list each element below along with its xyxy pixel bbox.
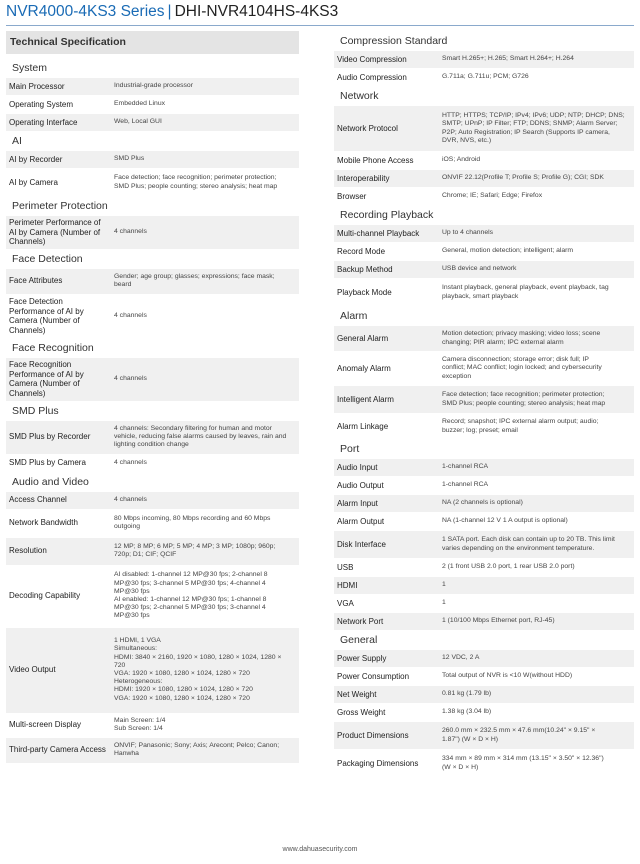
spec-rows xyxy=(334,50,634,86)
spec-label: Network Port xyxy=(337,616,384,626)
spec-row-usb xyxy=(334,558,634,576)
spec-label: Audio Compression xyxy=(337,72,407,82)
spec-value: Chrome; IE; Safari; Edge; Firefox xyxy=(442,192,543,200)
spec-rows xyxy=(334,325,634,439)
spec-rows xyxy=(6,150,299,196)
spec-row-hdmi xyxy=(334,576,634,594)
footer-url: www.dahuasecurity.com xyxy=(282,846,358,853)
header-divider xyxy=(6,25,634,26)
section-title: Audio and Video xyxy=(12,475,89,488)
spec-row-interoperability xyxy=(334,169,634,187)
spec-value: 80 Mbps incoming, 80 Mbps recording and 60 Mbps outgoing xyxy=(114,514,271,530)
spec-rows xyxy=(6,215,299,249)
spec-row-access-channel xyxy=(6,491,299,509)
spec-row-network-port xyxy=(334,612,634,630)
spec-row-third-party-camera-access xyxy=(6,737,299,763)
spec-value: Gender; age group; glasses; expressions; face mask; beard xyxy=(114,272,275,288)
spec-label: Product Dimensions xyxy=(337,730,409,740)
spec-value: 1 HDMI, 1 VGA Simultaneous: HDMI: 3840 × 2160, 1920 × 1080, 1280 × 1024, 1280 × 720 VGA: 1920 × 1080, 1280 × 1024, 1280 × 720 Heterogeneous: HDMI: 1920 × 1080, 1280 × 1024, 1280 × 720 VGA: 1920 × 1080, 1280 × 1024, 1280 × 720 xyxy=(114,637,282,702)
spec-label: Gross Weight xyxy=(337,707,386,717)
series-name: NVR4000-4KS3 Series xyxy=(6,3,165,20)
spec-label: HDMI xyxy=(337,580,358,590)
spec-row-ai-by-recorder xyxy=(6,150,299,168)
spec-label: Operating System xyxy=(9,99,74,109)
spec-row-mobile-phone-access xyxy=(334,151,634,169)
spec-row-power-consumption xyxy=(334,667,634,685)
spec-rows xyxy=(334,649,634,777)
spec-label: Alarm Linkage xyxy=(337,421,389,431)
section-title: General xyxy=(340,634,378,646)
spec-row-multi-screen-display xyxy=(6,713,299,737)
spec-row-multi-channel-playback xyxy=(334,224,634,242)
spec-value: Face detection; face recognition; perimeter protection; SMD Plus; people counting; stereo analysis; heat map xyxy=(114,174,278,190)
section-smd-plus xyxy=(6,401,299,472)
spec-row-record-mode xyxy=(334,242,634,260)
spec-value: Motion detection; privacy masking; video loss; scene changing; PIR alarm; IPC external alarm xyxy=(442,330,601,346)
spec-value: 1 xyxy=(442,599,446,607)
right-column xyxy=(334,31,634,777)
spec-label: SMD Plus by Camera xyxy=(9,458,86,468)
section-title: SMD Plus xyxy=(12,404,59,417)
spec-label: Video Output xyxy=(9,665,56,675)
spec-rows xyxy=(334,224,634,306)
spec-row-browser xyxy=(334,187,634,205)
section-title: Compression Standard xyxy=(340,35,448,47)
spec-value: 4 channels xyxy=(114,311,147,319)
spec-value: Total output of NVR is <10 W(without HDD) xyxy=(442,672,573,680)
spec-value: 260.0 mm × 232.5 mm × 47.6 mm(10.24" × 9.15" × 1.87") (W × D × H) xyxy=(442,727,596,743)
spec-value: ONVIF; Panasonic; Sony; Axis; Arecont; Pelco; Canon; Hanwha xyxy=(114,741,280,757)
spec-row-gross-weight xyxy=(334,703,634,721)
spec-value: Industrial-grade processor xyxy=(114,82,193,90)
spec-label: AI by Recorder xyxy=(9,154,63,164)
spec-label: Alarm Output xyxy=(337,516,385,526)
right-sections xyxy=(334,31,634,777)
spec-row-audio-input xyxy=(334,458,634,476)
section-ai xyxy=(6,131,299,196)
spec-value: Smart H.265+; H.265; Smart H.264+; H.264 xyxy=(442,55,574,63)
section-title: Port xyxy=(340,443,360,455)
spec-value: G.711a; G.711u; PCM; G726 xyxy=(442,73,529,81)
spec-row-alarm-output xyxy=(334,512,634,530)
spec-rows xyxy=(6,357,299,401)
spec-title: Technical Specification xyxy=(6,31,299,54)
section-general xyxy=(334,630,634,777)
section-face-detection xyxy=(6,249,299,338)
spec-row-resolution xyxy=(6,537,299,565)
section-title: Face Detection xyxy=(12,252,83,265)
section-title: Network xyxy=(340,90,379,102)
spec-row-disk-interface xyxy=(334,530,634,558)
spec-value: 4 channels xyxy=(114,228,147,236)
spec-label: Perimeter Performance of AI by Camera (Number of Channels) xyxy=(9,218,101,246)
section-title: Face Recognition xyxy=(12,341,94,354)
spec-row-audio-output xyxy=(334,476,634,494)
spec-label: Main Processor xyxy=(9,81,65,91)
spec-row-anomaly-alarm xyxy=(334,351,634,385)
spec-value: Face detection; face recognition; perimeter protection; SMD Plus; people counting; stereo analysis; heat map xyxy=(442,391,606,407)
spec-label: Playback Mode xyxy=(337,287,392,297)
spec-row-alarm-input xyxy=(334,494,634,512)
spec-label: Backup Method xyxy=(337,264,393,274)
section-alarm xyxy=(334,306,634,439)
spec-value: 1.38 kg (3.04 lb) xyxy=(442,708,492,716)
spec-row-smd-plus-by-camera xyxy=(6,454,299,472)
spec-rows xyxy=(6,77,299,131)
spec-label: VGA xyxy=(337,598,354,608)
spec-label: AI by Camera xyxy=(9,177,58,187)
spec-value: Record; snapshot; IPC external alarm output; audio; buzzer; log; preset; email xyxy=(442,418,599,434)
spec-value: 0.81 kg (1.79 lb) xyxy=(442,690,492,698)
spec-label: Access Channel xyxy=(9,495,67,505)
section-compression-standard xyxy=(334,31,634,86)
spec-label: Record Mode xyxy=(337,246,386,256)
spec-row-operating-interface xyxy=(6,113,299,131)
spec-rows xyxy=(334,105,634,205)
spec-value: Instant playback, general playback, event playback, tag playback, smart playback xyxy=(442,284,609,300)
spec-label: Resolution xyxy=(9,546,47,556)
spec-value: ONVIF 22.12(Profile T; Profile S; Profile G); CGI; SDK xyxy=(442,174,604,182)
spec-label: Power Consumption xyxy=(337,671,410,681)
spec-row-product-dimensions xyxy=(334,721,634,749)
spec-row-packaging-dimensions xyxy=(334,749,634,777)
spec-value: Main Screen: 1/4 Sub Screen: 1/4 xyxy=(114,716,166,732)
spec-label: Net Weight xyxy=(337,689,377,699)
left-sections xyxy=(6,58,299,763)
section-face-recognition xyxy=(6,338,299,401)
spec-value: 4 channels xyxy=(114,458,147,466)
section-audio-and-video xyxy=(6,472,299,763)
section-port xyxy=(334,439,634,630)
spec-value: 1 xyxy=(442,581,446,589)
spec-row-playback-mode xyxy=(334,278,634,306)
spec-value: 1 (10/100 Mbps Ethernet port, RJ-45) xyxy=(442,617,555,625)
spec-label: Alarm Input xyxy=(337,498,378,508)
spec-label: Face Detection Performance of AI by Camera (Number of Channels) xyxy=(9,297,84,335)
section-title: Recording Playback xyxy=(340,209,434,221)
spec-row-smd-plus-by-recorder xyxy=(6,420,299,454)
spec-value: 12 VDC, 2 A xyxy=(442,654,480,662)
spec-row-face-detection-performance-of-ai-by-camera-number-of-channels xyxy=(6,294,299,338)
spec-row-video-output xyxy=(6,627,299,713)
spec-label: Packaging Dimensions xyxy=(337,758,419,768)
spec-label: Face Attributes xyxy=(9,276,63,286)
spec-value: 4 channels xyxy=(114,374,147,382)
spec-rows xyxy=(6,268,299,338)
spec-row-main-processor xyxy=(6,77,299,95)
spec-row-operating-system xyxy=(6,95,299,113)
spec-value: 1-channel RCA xyxy=(442,463,489,471)
spec-value: General, motion detection; intelligent; alarm xyxy=(442,247,574,255)
spec-value: 2 (1 front USB 2.0 port, 1 rear USB 2.0 port) xyxy=(442,563,575,571)
spec-row-face-recognition-performance-of-ai-by-camera-number-of-channels xyxy=(6,357,299,401)
spec-value: iOS; Android xyxy=(442,156,481,164)
spec-row-net-weight xyxy=(334,685,634,703)
spec-label: Audio Output xyxy=(337,480,384,490)
spec-row-video-compression xyxy=(334,50,634,68)
spec-rows xyxy=(6,491,299,763)
section-title: System xyxy=(12,62,48,74)
spec-label: Network Protocol xyxy=(337,123,398,133)
spec-row-backup-method xyxy=(334,260,634,278)
spec-label: Interoperability xyxy=(337,173,390,183)
section-system xyxy=(6,58,299,131)
spec-value: 4 channels xyxy=(114,495,147,503)
spec-rows xyxy=(334,458,634,630)
spec-row-intelligent-alarm xyxy=(334,385,634,413)
spec-value: AI disabled: 1-channel 12 MP@30 fps; 2-channel 8 MP@30 fps; 3-channel 5 MP@30 fps; 4-channel 4 MP@30 fps AI enabled: 1-channel 12 MP@30 fps; 1-channel 8 MP@30 fps; 2-channel 5 MP@30 fps; 3-channel 4 MP@30 fps xyxy=(114,571,268,620)
section-network xyxy=(334,86,634,205)
spec-row-ai-by-camera xyxy=(6,168,299,196)
spec-row-face-attributes xyxy=(6,268,299,294)
spec-label: Disk Interface xyxy=(337,539,386,549)
spec-label: Face Recognition Performance of AI by Camera (Number of Channels) xyxy=(9,360,84,398)
spec-value: 12 MP; 8 MP; 6 MP; 5 MP; 4 MP; 3 MP; 1080p; 960p; 720p; D1; CIF; QCIF xyxy=(114,542,276,558)
spec-row-network-protocol xyxy=(334,105,634,151)
spec-value: 4 channels: Secondary filtering for human and motor vehicle, reducing false alarms caused by leaves, rain and lighting condition change xyxy=(114,424,287,449)
spec-row-general-alarm xyxy=(334,325,634,351)
spec-value: NA (2 channels is optional) xyxy=(442,499,523,507)
spec-row-perimeter-performance-of-ai-by-camera-number-of-channels xyxy=(6,215,299,249)
section-title: Perimeter Protection xyxy=(12,200,108,212)
spec-label: SMD Plus by Recorder xyxy=(9,432,91,442)
spec-row-network-bandwidth xyxy=(6,509,299,537)
spec-label: Intelligent Alarm xyxy=(337,394,394,404)
spec-label: Browser xyxy=(337,191,367,201)
spec-row-audio-compression xyxy=(334,68,634,86)
document-header xyxy=(6,3,338,25)
spec-label: Multi-channel Playback xyxy=(337,228,420,238)
spec-label: Video Compression xyxy=(337,54,407,64)
spec-label: USB xyxy=(337,562,354,572)
spec-value: Camera disconnection; storage error; disk full; IP conflict; MAC conflict; login locked; and cybersecurity exception xyxy=(442,356,602,380)
spec-label: Decoding Capability xyxy=(9,591,81,601)
spec-value: 1 SATA port. Each disk can contain up to 20 TB. This limit varies depending on the environment temperature. xyxy=(442,536,615,552)
section-perimeter-protection xyxy=(6,196,299,249)
spec-label: Power Supply xyxy=(337,653,387,663)
left-column xyxy=(6,31,299,763)
section-recording-playback xyxy=(334,205,634,306)
spec-value: 334 mm × 89 mm × 314 mm (13.15" × 3.50" × 12.36") (W × D × H) xyxy=(442,755,604,771)
model-name: DHI-NVR4104HS-4KS3 xyxy=(174,3,339,20)
spec-label: Anomaly Alarm xyxy=(337,363,391,373)
spec-label: Network Bandwidth xyxy=(9,518,78,528)
spec-value: USB device and network xyxy=(442,265,517,273)
spec-row-vga xyxy=(334,594,634,612)
spec-label: Operating Interface xyxy=(9,117,78,127)
spec-row-alarm-linkage xyxy=(334,413,634,439)
spec-label: Multi-screen Display xyxy=(9,720,82,730)
spec-rows xyxy=(6,420,299,472)
spec-value: Embedded Linux xyxy=(114,100,166,108)
spec-label: General Alarm xyxy=(337,333,389,343)
spec-value: HTTP; HTTPS; TCP/IP; IPv4; IPv6; UDP; NTP; DHCP; DNS; SMTP; UPnP; IP Filter; FTP; DDNS; SNMP; Alarm Server; P2P; Auto Registration; IP Search (Supports IP camera, DVR, NVS, etc.) xyxy=(442,112,625,144)
spec-row-power-supply xyxy=(334,649,634,667)
spec-label: Audio Input xyxy=(337,462,378,472)
spec-value: SMD Plus xyxy=(114,155,145,163)
spec-value: NA (1-channel 12 V 1 A output is optional) xyxy=(442,517,568,525)
spec-value: Up to 4 channels xyxy=(442,229,494,237)
spec-label: Third-party Camera Access xyxy=(9,745,106,755)
section-title: AI xyxy=(12,135,22,147)
header-separator: | xyxy=(167,3,172,20)
spec-value: Web, Local GUI xyxy=(114,118,162,126)
spec-label: Mobile Phone Access xyxy=(337,155,414,165)
spec-row-decoding-capability xyxy=(6,565,299,627)
section-title: Alarm xyxy=(340,310,368,322)
spec-value: 1-channel RCA xyxy=(442,481,489,489)
